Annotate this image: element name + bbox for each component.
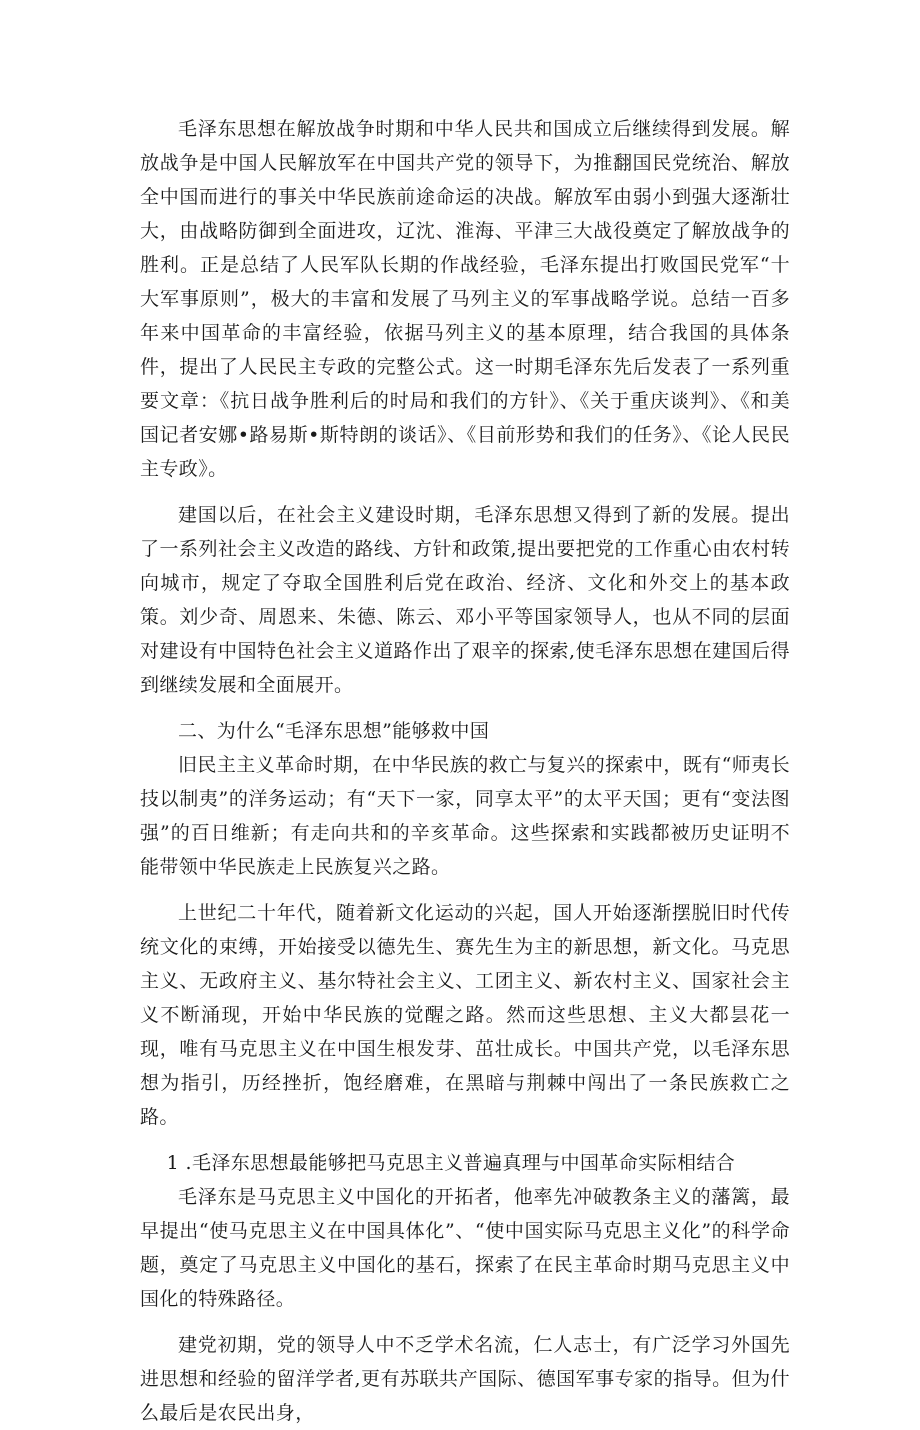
- paragraph-pioneer-sinicization: 毛泽东是马克思主义中国化的开拓者，他率先冲破教条主义的藩篱，最早提出“使马克思主义在中国具体化”、“使中国实际马克思主义化”的科学命题，奠定了马克思主义中国化的基石，探索了在民主革命时期马克思主义中国化的特殊路径。: [140, 1186, 790, 1310]
- paragraph-after-founding: 建国以后，在社会主义建设时期，毛泽东思想又得到了新的发展。提出了一系列社会主义改造的路线、方针和政策,提出要把党的工作重心由农村转向城市，规定了夺取全国胜利后党在政治、经济、文化和外交上的基本政策。刘少奇、周恩来、朱德、陈云、邓小平等国家领导人，也从不同的层面对建设有中国特色社会主义道路作出了艰辛的探索,使毛泽东思想在建国后得到继续发展和全面展开。: [140, 504, 790, 696]
- paragraph-early-party: 建党初期，党的领导人中不乏学术名流，仁人志士，有广泛学习外国先进思想和经验的留洋学者,更有苏联共产国际、德国军事专家的指导。但为什么最后是农民出身，: [140, 1334, 790, 1424]
- paragraph-1920s-new-culture: 上世纪二十年代，随着新文化运动的兴起，国人开始逐渐摆脱旧时代传统文化的束缚，开始接受以德先生、赛先生为主的新思想，新文化。马克思主义、无政府主义、基尔特社会主义、工团主义、新农村主义、国家社会主义不断涌现，开始中华民族的觉醒之路。然而这些思想、主义大都昙花一现，唯有马克思主义在中国生根发芽、茁壮成长。中国共产党，以毛泽东思想为指引，历经挫折，饱经磨难，在黑暗与荆棘中闯出了一条民族救亡之路。: [140, 902, 790, 1128]
- section-heading-why-mao-thought: 二、为什么“毛泽东思想”能够救中国: [178, 720, 490, 742]
- paragraph-old-democratic-revolution: 旧民主主义革命时期，在中华民族的救亡与复兴的探索中，既有“师夷长技以制夷”的洋务运动；有“天下一家，同享太平”的太平天国；更有“变法图强”的百日维新；有走向共和的辛亥革命。这些探索和实践都被历史证明不能带领中华民族走上民族复兴之路。: [140, 754, 790, 878]
- subsection-heading-1: 1 .毛泽东思想最能够把马克思主义普遍真理与中国革命实际相结合: [166, 1152, 736, 1174]
- paragraph-liberation-war: 毛泽东思想在解放战争时期和中华人民共和国成立后继续得到发展。解放战争是中国人民解放军在中国共产党的领导下，为推翻国民党统治、解放全中国而进行的事关中华民族前途命运的决战。解放军由弱小到强大逐渐壮大，由战略防御到全面进攻，辽沈、淮海、平津三大战役奠定了解放战争的胜利。正是总结了人民军队长期的作战经验，毛泽东提出打败国民党军“十大军事原则”，极大的丰富和发展了马列主义的军事战略学说。总结一百多年来中国革命的丰富经验，依据马列主义的基本原理，结合我国的具体条件，提出了人民民主专政的完整公式。这一时期毛泽东先后发表了一系列重要文章：《抗日战争胜利后的时局和我们的方针》、《关于重庆谈判》、《和美国记者安娜•路易斯•斯特朗的谈话》、《目前形势和我们的任务》、《论人民民主专政》。: [140, 118, 790, 480]
- document-body: [140, 112, 790, 1430]
